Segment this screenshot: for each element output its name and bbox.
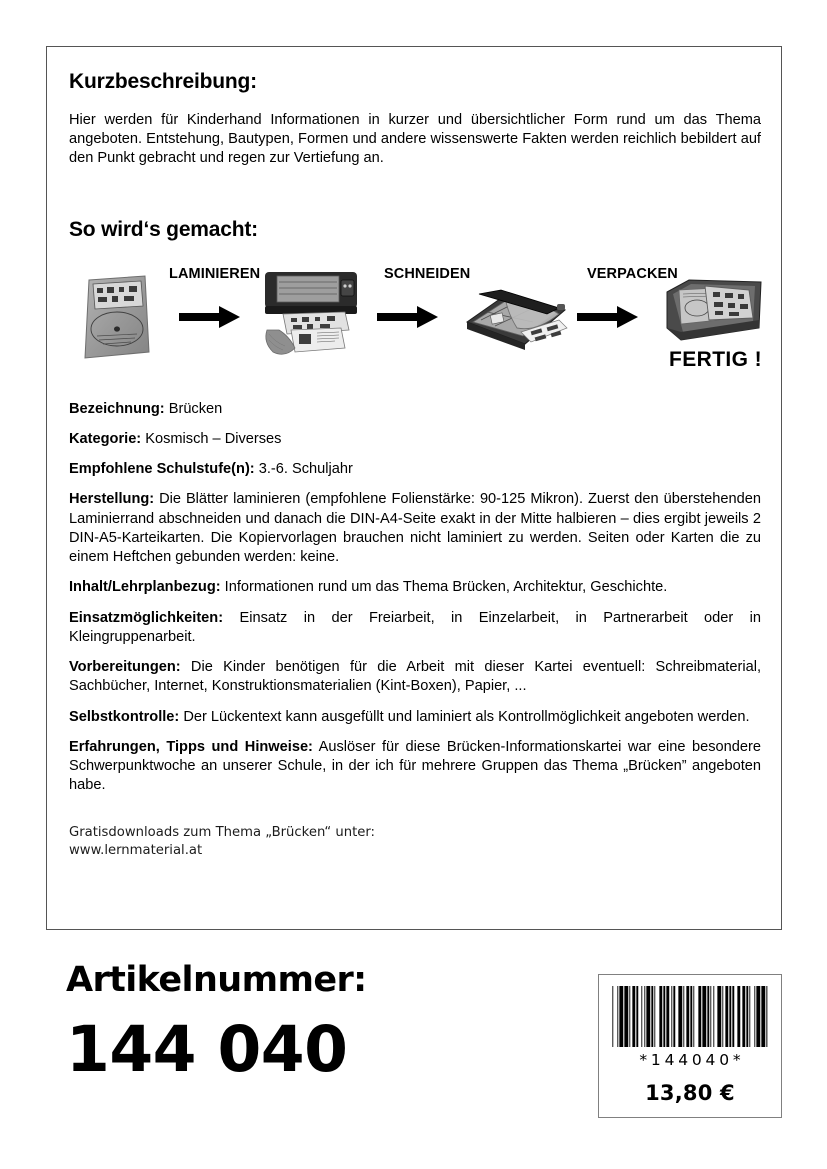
- field-value: Auslöser für diese Brücken-Informationskartei war eine besondere Schwerpunktwoche an unserer Schule, in der ich für mehrere Gruppen das Thema „Brücken” angeboten habe.: [69, 738, 761, 794]
- info-panel: [46, 46, 782, 930]
- field-value: Brücken: [164, 400, 223, 417]
- page-title: Kurzbeschreibung:: [69, 70, 257, 93]
- field-label: Kategorie:: [69, 430, 142, 447]
- process-label-schneiden: SCHNEIDEN: [384, 265, 471, 282]
- process-label-verpacken: VERPACKEN: [587, 265, 678, 282]
- field-value: Der Lückentext kann ausgefüllt und laminiert als Kontrollmöglichkeit angeboten werden.: [179, 708, 750, 725]
- field-value: Die Kinder benötigen für die Arbeit mit dieser Kartei eventuell: Schreibmaterial, Sachbücher, Internet, Konstruktionsmaterialien (Kint-Boxen), Papier, ...: [69, 659, 761, 695]
- article-number-value: 144 040: [66, 1012, 348, 1086]
- field-schulstufe: [69, 460, 761, 479]
- intro-paragraph: Hier werden für Kinderhand Informationen in kurzer und übersichtlicher Form rund um das Thema angeboten. Entstehung, Bautypen, Formen und andere wissenswerte Fakten werden reichlich bebildert auf den Punkt gebracht und regen zur Vertiefung an.: [69, 112, 761, 167]
- field-value: 3.-6. Schuljahr: [254, 461, 353, 478]
- field-label: Vorbereitungen:: [69, 659, 181, 676]
- arrow-1-icon: [179, 304, 241, 330]
- field-label: Herstellung:: [69, 491, 155, 508]
- field-selbstkontrolle: [69, 708, 761, 727]
- field-label: Bezeichnung:: [69, 400, 165, 417]
- info-panel-content: [69, 65, 761, 861]
- barcode-image: [612, 986, 767, 1047]
- field-label: Erfahrungen, Tipps und Hinweise:: [69, 738, 313, 755]
- field-label: Inhalt/Lehrplanbezug:: [69, 579, 221, 596]
- detail-field-list: [69, 400, 761, 796]
- download-website-url[interactable]: www.lernmaterial.at: [69, 843, 203, 859]
- laminator-photo: [259, 268, 363, 360]
- field-vorbereitungen: [69, 658, 761, 697]
- field-value: Die Blätter laminieren (empfohlene Folienstärke: 90-125 Mikron). Zuerst den überstehenden Laminierrand abschneiden und danach die DIN-A4-Seite exakt in der Mitte halbieren – dies ergibt jeweils 2 DIN-A5-Karteikarten. Die Kopiervorlagen brauchen nicht laminiert zu werden. Seiten oder Karten die zu einem Heftchen gebunden werden: keine.: [69, 491, 761, 566]
- field-value: Einsatz in der Freiarbeit, in Einzelarbeit, in Partnerarbeit oder in Kleingruppenarbeit.: [69, 609, 761, 645]
- article-number-block: [66, 960, 506, 1086]
- download-note: [69, 824, 761, 861]
- field-herstellung: [69, 490, 761, 567]
- process-label-laminieren: LAMINIEREN: [169, 265, 261, 282]
- download-note-line1: Gratisdownloads zum Thema „Brücken“ unter:: [69, 824, 375, 840]
- field-erfahrungen-tipps-hinweise: [69, 738, 761, 796]
- paper-cutter-photo: [461, 274, 573, 358]
- field-value: Kosmisch – Diverses: [141, 430, 282, 447]
- storage-box-photo: [663, 270, 767, 348]
- booklet-photo: [79, 274, 153, 360]
- process-diagram: [69, 260, 761, 378]
- process-done-label: FERTIG !: [669, 347, 763, 371]
- barcode-digits: *144040*: [639, 1051, 745, 1069]
- field-inhalt-lehrplanbezug: [69, 578, 761, 597]
- field-bezeichnung: [69, 400, 761, 419]
- arrow-2-icon: [377, 304, 439, 330]
- arrow-3-icon: [577, 304, 639, 330]
- field-label: Selbstkontrolle:: [69, 708, 180, 725]
- field-label: Empfohlene Schulstufe(n):: [69, 461, 255, 478]
- price-label: 13,80 €: [645, 1081, 735, 1105]
- article-number-label: Artikelnummer:: [66, 960, 367, 1000]
- field-value: Informationen rund um das Thema Brücken, Architektur, Geschichte.: [220, 579, 668, 596]
- field-kategorie: [69, 430, 761, 449]
- field-label: Einsatzmöglichkeiten:: [69, 609, 224, 626]
- process-heading: So wird‘s gemacht:: [69, 217, 258, 241]
- field-einsatzmoeglichkeiten: [69, 609, 761, 648]
- barcode-box: [598, 974, 782, 1118]
